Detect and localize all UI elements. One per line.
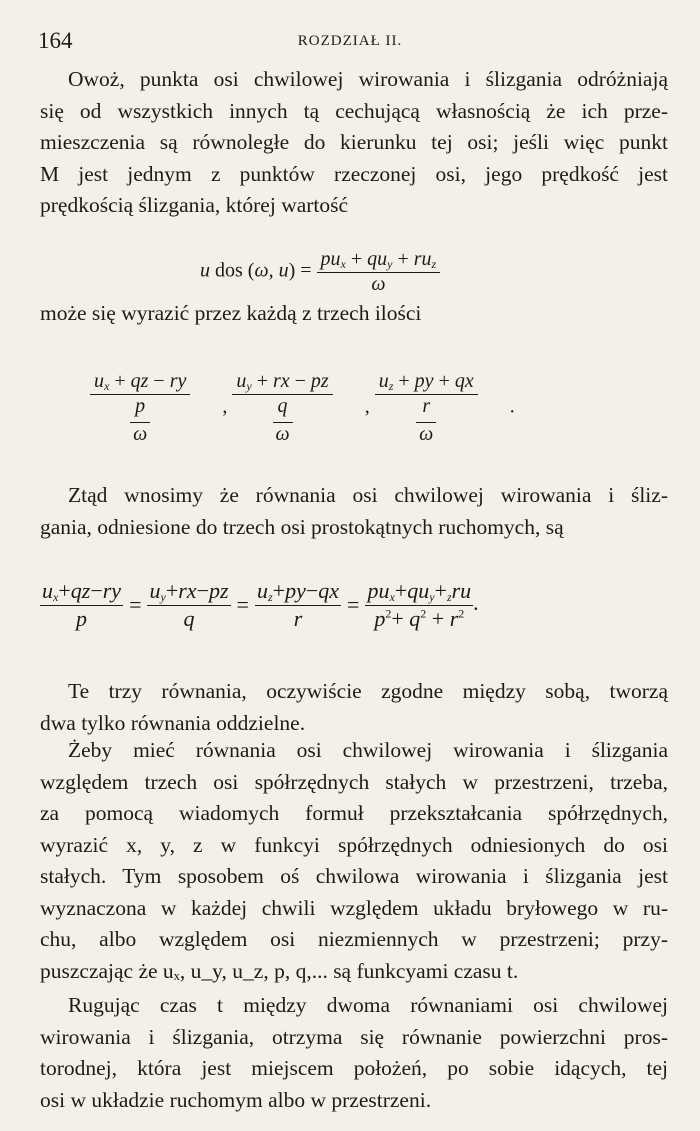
text-line: chu, albo względem osi niezmiennych w przestrzeni; przy- [40,927,668,951]
paragraph-4 [40,676,668,739]
fraction: $\frac{u_z + py + qx}{\frac{r}{\omega}}$ [375,370,478,446]
text-line: wirowania i ślizgania, otrzyma się równanie powierzchni pros- [40,1024,668,1049]
text-line: się od wszystkich innych tą cechującą własnością że ich prze- [40,98,668,123]
text-line: Rugując czas t między dwoma równaniami osi chwilowej [68,993,668,1017]
equation-axis: $\frac{u_x+qz-ry}{p}$ = $\frac{u_y+rx-pz}{q}$ = $\frac{u_z+py-qx}{r}$ = $\frac{pu_x+qu_y+_zru}{p^2+ q^2 + r^2}$ . [42,578,479,631]
text-line: mieszczenia są równoległe do kierunku tej osi; jeśli więc punkt [40,130,668,154]
paragraph-1 [40,64,668,222]
text-line: wyznaczona w każdej chwili względem układu bryłowego w ru- [40,895,668,920]
fraction: $\frac{u_y + rx - pz}{\frac{q}{\omega}}$ [232,370,332,446]
paragraph-6 [40,990,668,1116]
text-line: wyrazić x, y, z w funkcyi spółrzędnych odniesionych do osi [40,832,668,857]
text-line: Owoż, punkta osi chwilowej wirowania i ślizgania odróżniają [68,67,668,91]
text-line: prędkością ślizgania, której wartość [40,193,349,217]
text-line: torodnej, która jest miejscem położeń, po sobie idących, tej [40,1056,668,1080]
text-line: M jest jednym z punktów rzeczonej osi, jego prędkość jest [40,161,668,186]
fraction: $\frac{pu_x + qu_y + ru_z}{\omega}$ [317,248,441,296]
fraction: $\frac{u_x+qz-ry}{p}$ [42,578,122,631]
fraction: $\frac{u_y+rx-pz}{q}$ [149,578,229,631]
paragraph-5 [40,735,668,987]
text-line: gania, odniesione do trzech osi prostokątnych ruchomych, są [40,514,564,539]
text-line: za pomocą wiadomych formuł przekształcania spółrzędnych, [40,801,668,825]
paragraph-3 [40,480,668,543]
paragraph-2 [40,298,668,330]
text-line: Ztąd wnosimy że równania osi chwilowej wirowania i śliz- [68,483,668,507]
text-line: Żeby mieć równania osi chwilowej wirowania i ślizgania [68,738,668,762]
fraction: $\frac{u_z+py-qx}{r}$ [256,578,340,631]
equation-three-quantities: $\frac{u_x + qz - ry}{\frac{p}{\omega}}$ , $\frac{u_y + rx - pz}{\frac{q}{\omega}}$ , $\frac{u_z + py + qx}{\frac{r}{\omega}}$ . [90,370,650,446]
text-line: stałych. Tym sposobem oś chwilowa wirowania i ślizgania jest [40,864,668,888]
text-line: puszczając że uₓ, u_y, u_z, p, q,... są funkcyami czasu t. [40,958,519,983]
text-line: Te trzy równania, oczywiście zgodne między sobą, tworzą [68,679,668,703]
text-line: dwa tylko równania oddzielne. [40,710,306,735]
text-line: może się wyrazić przez każdą z trzech ilości [40,301,422,325]
text-line: osi w układzie ruchomym albo w przestrzeni. [40,1087,432,1112]
fraction: $\frac{u_x + qz - ry}{\frac{p}{\omega}}$ [90,370,190,446]
page-number: 164 [38,28,73,53]
page-header [38,28,662,56]
text-line: względem trzech osi spółrzędnych stałych w przestrzeni, trzeba, [40,769,668,794]
fraction: $\frac{pu_x+qu_y+_zru}{p^2+ q^2 + r^2}$ [367,578,472,631]
equation-velocity: u dos (ω, u) = $\frac{pu_x + qu_y + ru_z}{\omega}$ [200,248,440,296]
running-head: ROZDZIAŁ II. [297,33,403,49]
